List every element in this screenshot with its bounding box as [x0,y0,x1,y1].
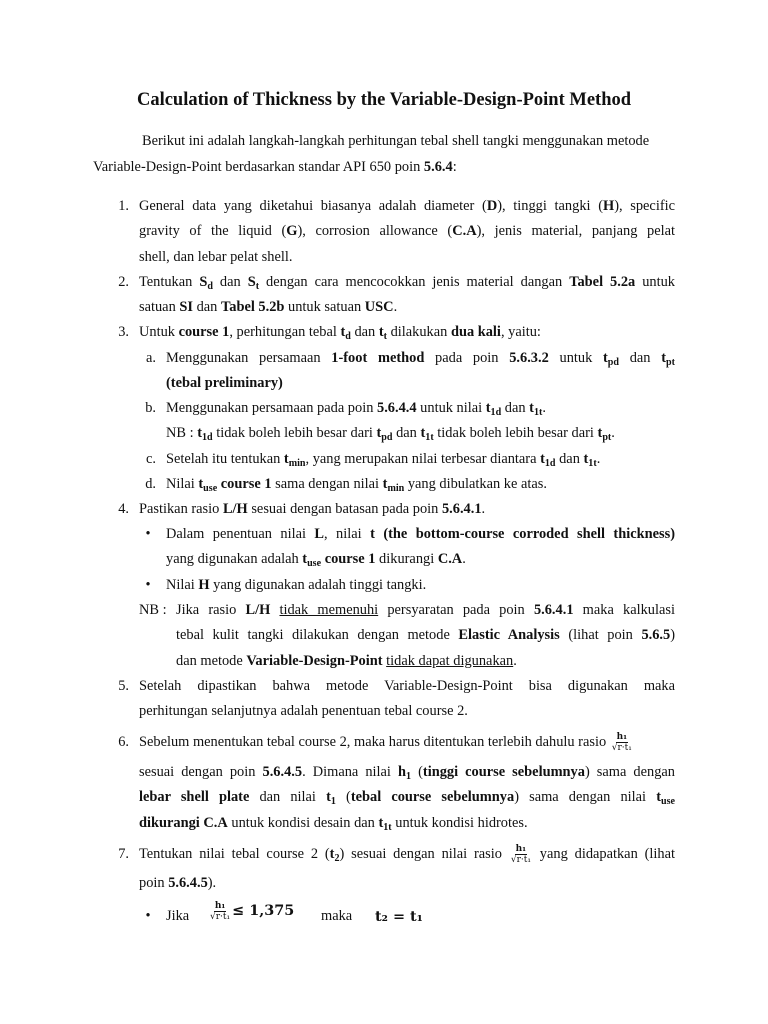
sublist-letter-b: b. [145,400,156,416]
condition-ratio: $\frac{\text{h₁}}{\text{√r·t₁}}$ ≤ 1,375 [210,901,295,923]
list-number-7: 7. [118,846,129,862]
list-item-3: Untuk course 1, perhitungan tebal $t_d$ dan $t_t$ dilakukan dua kali, yaitu: [139,324,541,342]
intro-paragraph-line1: Berikut ini adalah langkah-langkah perhitungan tebal shell tangki menggunakan metode [142,133,650,149]
bullet-icon: • [145,526,151,542]
list-item-2: Tentukan $S_d$ dan $S_t$ dengan cara mencocokkan jenis material dangan Tabel 5.2a untuk satuan SI dan Tabel 5.2b untuk satuan USC. [139,274,675,316]
list-item-6-cont: sesuai dengan poin 5.6.4.5. Dimana nilai $h_1$ (tinggi course sebelumnya) sama dengan lebar shell plate dan nilai $t_1$ (tebal course sebelumnya) sama dengan nilai $t_{use}$ dikurangi C.A untuk kondisi desain dan $t_{1t}$ untuk kondisi hidrotes. [139,764,675,833]
bullet-item-1: Dalam penentuan nilai L, nilai t (the bottom-course corroded shell thickness) yang digunakan adalah $t_{use}$ course 1 dikurangi C.A. [166,526,676,570]
bullet-icon: • [145,908,151,924]
list-number-2: 2. [118,274,129,290]
sublist-item-b: Menggunakan persamaan pada poin 5.6.4.4 untuk nilai $t_{1d}$ dan $t_{1t}$. NB : $t_{1d}$ tidak boleh lebih besar dari $t_{pd}$ dan $t_{1t}$ tidak boleh lebih besar dari $t_{pt}$. [166,400,615,444]
condition-jika: Jika [166,908,190,924]
list-item-6: Sebelum menentukan tebal course 2, maka harus ditentukan terlebih dahulu rasio $\frac{\text{h₁}}{\text{√r·t₁}}$ [139,732,632,754]
sublist-letter-c: c. [146,451,156,467]
list-number-4: 4. [118,501,129,517]
bullet-item-2: Nilai H yang digunakan adalah tinggi tangki. [166,577,427,593]
page-title: Calculation of Thickness by the Variable-Design-Point Method [136,90,632,110]
list-item-5: Setelah dipastikan bahwa metode Variable-Design-Point bisa digunakan maka perhitungan selanjutnya adalah penentuan tebal course 2. [139,678,675,720]
intro-paragraph-line2: Variable-Design-Point berdasarkan standar API 650 poin 5.6.4: [93,159,457,175]
list-item-4: Pastikan rasio L/H sesuai dengan batasan pada poin 5.6.4.1. [139,501,486,517]
nb-label: NB : [139,602,167,618]
sublist-item-a: Menggunakan persamaan 1-foot method pada poin 5.6.3.2 untuk $t_{pd}$ dan $t_{pt}$ (tebal preliminary) [166,350,675,392]
list-number-5: 5. [118,678,129,694]
sublist-item-d: Nilai $t_{use}$ course 1 sama dengan nilai $t_{min}$ yang dibulatkan ke atas. [166,476,547,494]
sublist-letter-a: a. [146,350,156,366]
list-item-7: Tentukan nilai tebal course 2 $(t_2)$ sesuai dengan nilai rasio $\frac{\text{h₁}}{\text{√r·t₁}}$ yang didapatkan (lihat [139,844,675,866]
ratio-fraction: $\frac{\text{h₁}}{\text{√r·t₁}}$ [510,844,531,866]
list-number-1: 1. [118,198,129,214]
list-item-1: General data yang diketahui biasanya adalah diameter (D), tinggi tangki (H), specific gravity of the liquid (G), corrosion allowance (C.A), jenis material, panjang pelat shell, dan lebar pelat shell. [139,198,676,265]
ratio-fraction: $\frac{\text{h₁}}{\text{√r·t₁}}$ [210,901,231,923]
sublist-letter-d: d. [145,476,156,492]
bullet-icon: • [145,577,151,593]
nb-note: Jika rasio L/H tidak memenuhi persyaratan pada poin 5.6.4.1 maka kalkulasi tebal kulit tangki dilakukan dengan metode Elastic Analysis (lihat poin 5.6.5) dan metode Variable-Design-Point tidak dapat digunakan. [176,602,676,669]
condition-result: t₂ = t₁ [375,908,423,925]
list-number-6: 6. [118,734,129,750]
list-number-3: 3. [118,324,129,340]
list-item-7-cont: poin 5.6.4.5). [139,875,217,891]
condition-maka: maka [321,908,353,924]
ratio-fraction: $\frac{\text{h₁}}{\text{√r·t₁}}$ [611,732,632,754]
sublist-item-c: Setelah itu tentukan $t_{min}$, yang merupakan nilai terbesar diantara $t_{1d}$ dan $t_{1t}$. [166,451,601,469]
